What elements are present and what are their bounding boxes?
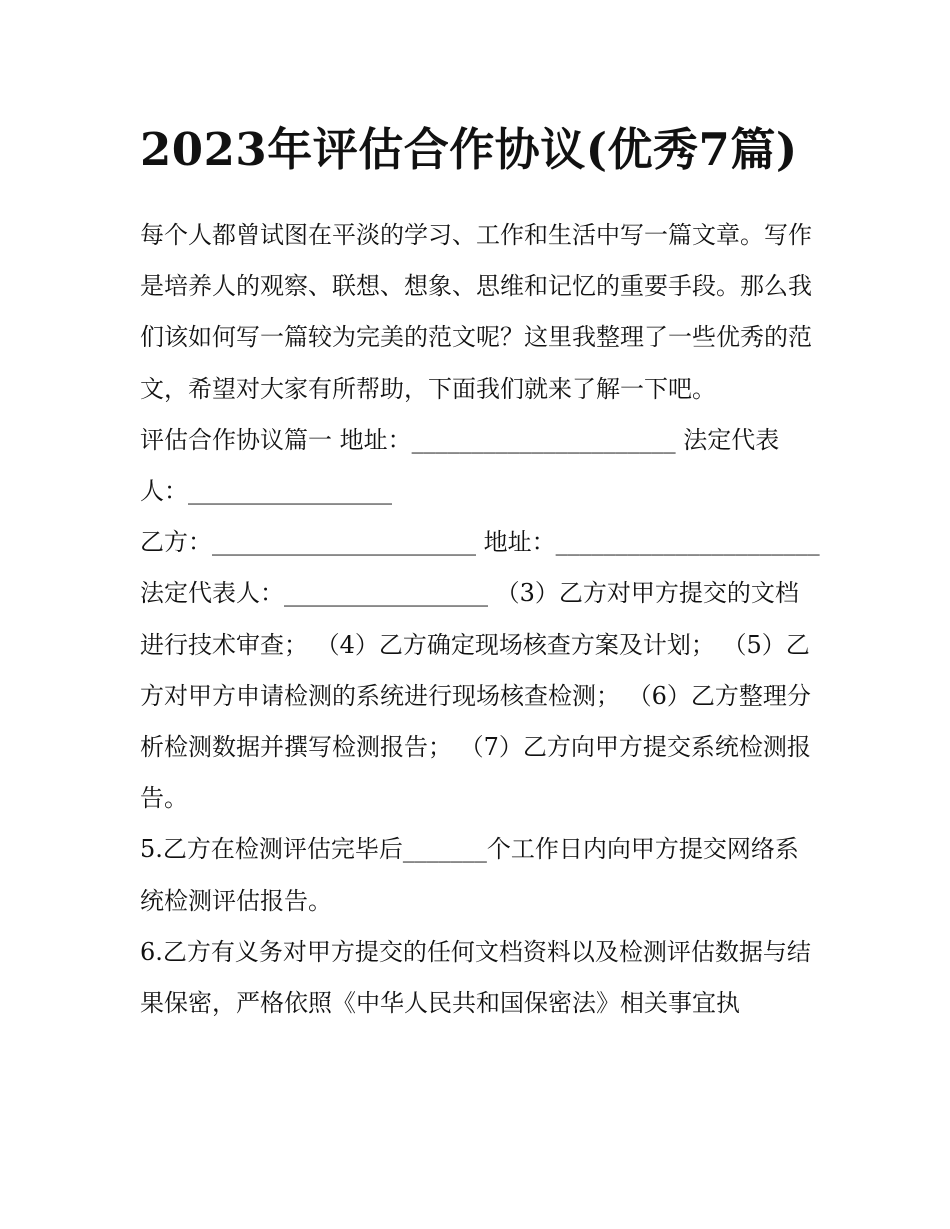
procedure-paragraph: 法定代表人：_________________ （3）乙方对甲方提交的文档进行技术审查； （4）乙方确定现场核查方案及计划； （5）乙方对甲方申请检测的系统进行现场核查检测； （6）乙方整理分析检测数据并撰写检测报告； （7）乙方向甲方提交系统检测报告。 xyxy=(140,579,811,813)
document-title: 2023年评估合作协议(优秀7篇) xyxy=(140,123,798,176)
clause-6-paragraph: 6.乙方有义务对甲方提交的任何文档资料以及检测评估数据与结果保密，严格依照《中华人民共和国保密法》相关事宜执 xyxy=(140,937,811,1018)
party-a-paragraph: 评估合作协议篇一 地址：______________________ 法定代表人：_________________ xyxy=(140,425,780,506)
intro-paragraph: 每个人都曾试图在平淡的学习、工作和生活中写一篇文章。写作是培养人的观察、联想、想象、思维和记忆的重要手段。那么我们该如何写一篇较为完美的范文呢？这里我整理了一些优秀的范文，希望对大家有所帮助，下面我们就来了解一下吧。 xyxy=(140,221,812,403)
document-body xyxy=(140,210,820,1029)
party-b-paragraph: 乙方：______________________ 地址：______________________ xyxy=(140,528,820,557)
document-page xyxy=(140,112,820,1029)
clause-5-paragraph: 5.乙方在检测评估完毕后_______个工作日内向甲方提交网络系统检测评估报告。 xyxy=(140,835,799,915)
